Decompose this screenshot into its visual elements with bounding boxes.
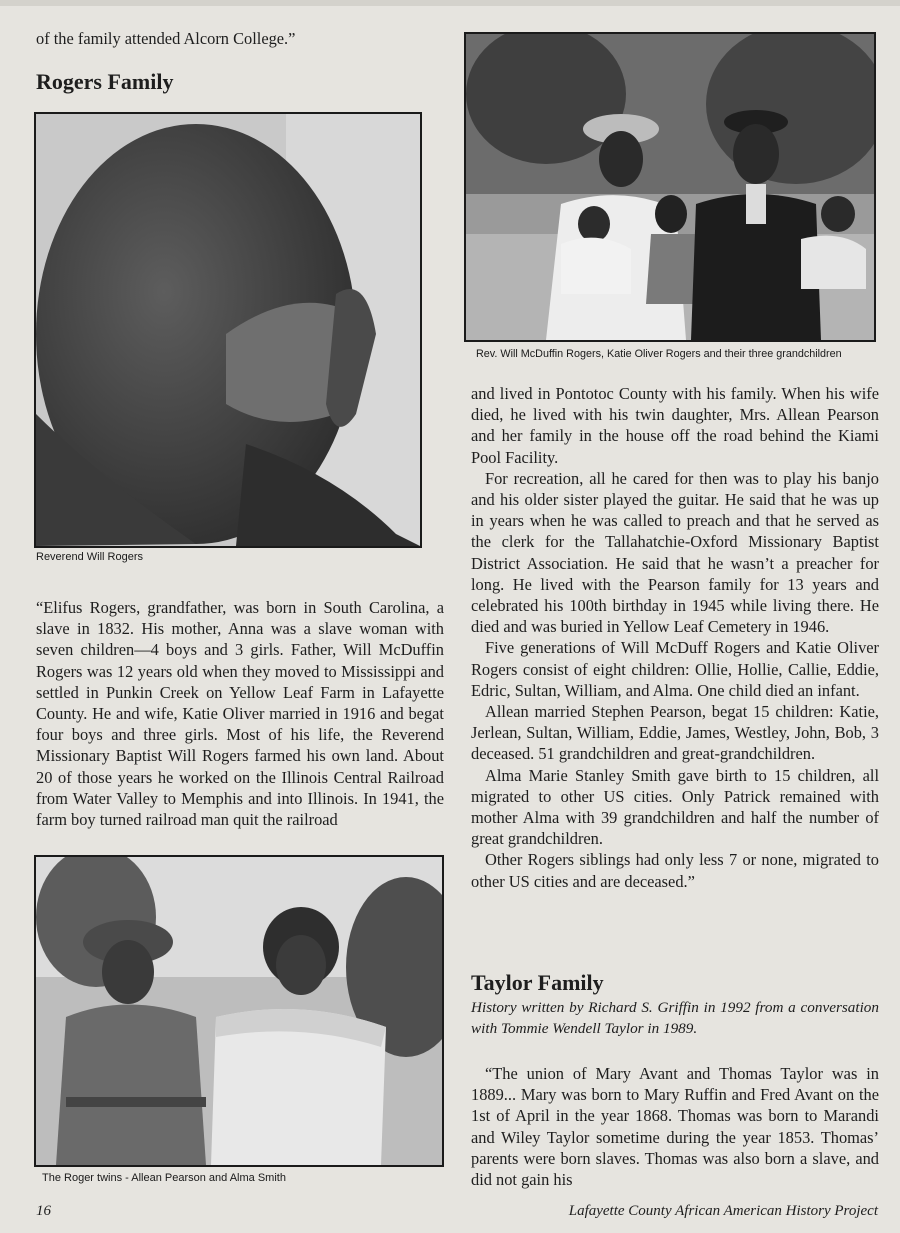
taylor-family-heading: Taylor Family — [471, 970, 604, 995]
publication-title: Lafayette County African American History Project — [568, 1203, 878, 1219]
right-paragraph-4: Allean married Stephen Pearson, begat 15 children: Katie, Jerlean, Sultan, William, Eddie, James, Westley, John, Bob, 3 deceased. 51 grandchildren and great-grandchildren. — [471, 702, 879, 764]
photo2-caption: The Roger twins - Allean Pearson and Alma Smith — [42, 1172, 286, 1184]
photo3-caption: Rev. Will McDuffin Rogers, Katie Oliver Rogers and their three grandchildren — [476, 348, 842, 360]
photo1-caption: Reverend Will Rogers — [36, 551, 143, 563]
left-column — [36, 28, 444, 95]
taylor-byline: History written by Richard S. Griffin in 1992 from a conversation with Tommie Wendell Taylor in 1989. — [471, 999, 879, 1037]
family-illustration — [466, 34, 874, 340]
right-paragraph-5: Alma Marie Stanley Smith gave birth to 15 children, all migrated to other US cities. Only Patrick remained with mother Alma with 39 grandchildren and half the number of great grandchildren. — [471, 765, 879, 849]
right-paragraph-1: and lived in Pontotoc County with his family. When his wife died, he lived with his twin daughter, Mrs. Allean Pearson and her family in the house off the road behind the Kiami Pool Facility. — [471, 384, 879, 467]
top-edge — [0, 0, 900, 6]
rogers-body-left: “Elifus Rogers, grandfather, was born in South Carolina, a slave in 1832. His mother, Anna was a slave woman with seven children—4 boys and 3 girls. Father, Will McDuffin Rogers was 12 years old when they moved to Mississippi and settled in Punkin Creek on Yellow Leaf Farm in Lafayette County. He and wife, Katie Oliver married in 1916 and begat four boys and three girls. Most of his life, the Reverend Missionary Baptist Will Rogers farmed his own land. About 20 of those years he worked on the Illinois Central Railroad from Water Valley to Memphis and into Illinois. In 1941, the farm boy turned railroad man quit the railroad — [36, 598, 444, 830]
left-body-block — [36, 597, 444, 830]
portrait-illustration — [36, 114, 420, 546]
intro-line: of the family attended Alcorn College.” — [36, 29, 296, 48]
right-paragraph-2: For recreation, all he cared for then was to play his banjo and his older sister played the guitar. He said that he was up in years when he was called to preach and that he served as the clerk for the Tallahatchie-Oxford Missionary Baptist District Association. He said that he wasn’t a preacher for long. He lived with the Pearson family for 13 years and celebrated his 100th birthday in 1945 while living there. He died and was buried in Yellow Leaf Cemetery in 1946. — [471, 468, 879, 637]
taylor-body: “The union of Mary Avant and Thomas Taylor was in 1889... Mary was born to Mary Ruffin and Fred Avant on the 1st of April in the year 1868. Thomas was born to Marandi and Wiley Taylor sometime during the year 1853. Thomas’ parents were born slaves. Thomas was also born a slave, and did not gain his — [471, 1064, 879, 1190]
right-paragraph-3: Five generations of Will McDuff Rogers and Katie Oliver Rogers consist of eight children: Ollie, Hollie, Callie, Eddie, Edric, Sultan, William, and Alma. One child died an infant. — [471, 638, 879, 700]
page-number: 16 — [36, 1203, 51, 1219]
right-paragraph-6: Other Rogers siblings had only less 7 or none, migrated to other US cities and are deceased.” — [471, 850, 879, 891]
taylor-section — [471, 970, 879, 1190]
twins-illustration — [36, 857, 442, 1165]
rogers-family-heading: Rogers Family — [36, 69, 174, 95]
photo-rogers-with-grandchildren — [464, 32, 876, 342]
photo-roger-twins — [34, 855, 444, 1167]
photo-reverend-will-rogers — [34, 112, 422, 548]
right-body-block — [471, 383, 879, 892]
